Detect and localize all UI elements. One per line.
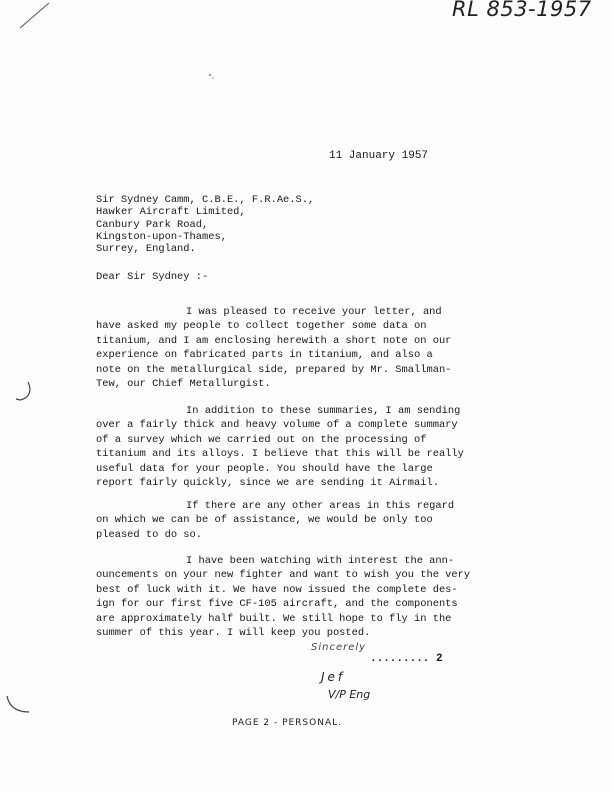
paragraph-line: ign for our first five CF-105 aircraft, and the components bbox=[96, 598, 458, 611]
signature-annotation: Sincerely bbox=[311, 642, 367, 653]
pen-stroke-bottom-left bbox=[4, 694, 32, 716]
salutation: Dear Sir Sydney :- bbox=[96, 271, 209, 283]
reference-annotation: RL 853-1957 bbox=[452, 0, 592, 21]
continuation-marker: ......... 2 bbox=[370, 653, 443, 665]
paragraph-line: on which we can be of assistance, we would be only too bbox=[96, 514, 433, 527]
address-line: Surrey, England. bbox=[96, 243, 196, 256]
paragraph-line: best of luck with it. We have now issued the complete des- bbox=[96, 583, 458, 596]
paragraph-line: are approximately half built. We still hope to fly in the bbox=[96, 612, 452, 625]
paragraph-line: pleased to do so. bbox=[96, 528, 203, 541]
paragraph-line: over a fairly thick and heavy volume of a complete summary bbox=[96, 419, 458, 432]
initials-annotation: Jef bbox=[321, 670, 346, 684]
paragraph-line: I was pleased to receive your letter, and bbox=[186, 306, 442, 318]
paragraph-line: of a survey which we carried out on the processing of bbox=[96, 433, 427, 446]
paragraph-line: ouncements on your new fighter and want to wish you the very bbox=[96, 569, 471, 582]
paragraph-line: have asked my people to collect together some data on bbox=[96, 320, 427, 333]
paragraph-2 bbox=[96, 404, 464, 490]
paragraph-line: titanium and its alloys. I believe that this will be really bbox=[96, 448, 464, 461]
paragraph-line: useful data for your people. You should have the large bbox=[96, 462, 433, 475]
paragraph-line: Tew, our Chief Metallurgist. bbox=[96, 377, 271, 390]
paragraph-3 bbox=[96, 499, 454, 542]
letter-date: 11 January 1957 bbox=[329, 150, 429, 162]
paragraph-4 bbox=[96, 554, 470, 640]
title-annotation: V/P Eng bbox=[328, 688, 371, 701]
paragraph-line: I have been watching with interest the ann- bbox=[186, 555, 455, 567]
pen-stroke-left-margin bbox=[14, 380, 36, 406]
paragraph-line: report fairly quickly, since we are sending it Airmail. bbox=[96, 476, 439, 489]
pen-stroke-top-left bbox=[18, 0, 52, 30]
address-line: Kingston-upon-Thames, bbox=[96, 230, 227, 243]
paragraph-1 bbox=[96, 305, 451, 391]
paragraph-line: If there are any other areas in this regard bbox=[186, 500, 455, 512]
speck-mark bbox=[207, 72, 215, 80]
paragraph-line: summer of this year. I will keep you posted. bbox=[96, 626, 371, 639]
paragraph-line: experience on fabricated parts in titanium, and also a bbox=[96, 349, 433, 362]
paragraph-line: note on the metallurgical side, prepared by Mr. Smallman- bbox=[96, 363, 452, 376]
recipient-address bbox=[96, 194, 314, 255]
address-line: Canbury Park Road, bbox=[96, 218, 209, 231]
paragraph-line: In addition to these summaries, I am sending bbox=[186, 405, 461, 417]
address-line: Hawker Aircraft Limited, bbox=[96, 206, 246, 219]
address-line: Sir Sydney Camm, C.B.E., F.R.Ae.S., bbox=[96, 194, 315, 206]
paragraph-line: titanium, and I am enclosing herewith a short note on our bbox=[96, 334, 452, 347]
footer-annotation: PAGE 2 - PERSONAL. bbox=[232, 718, 342, 728]
